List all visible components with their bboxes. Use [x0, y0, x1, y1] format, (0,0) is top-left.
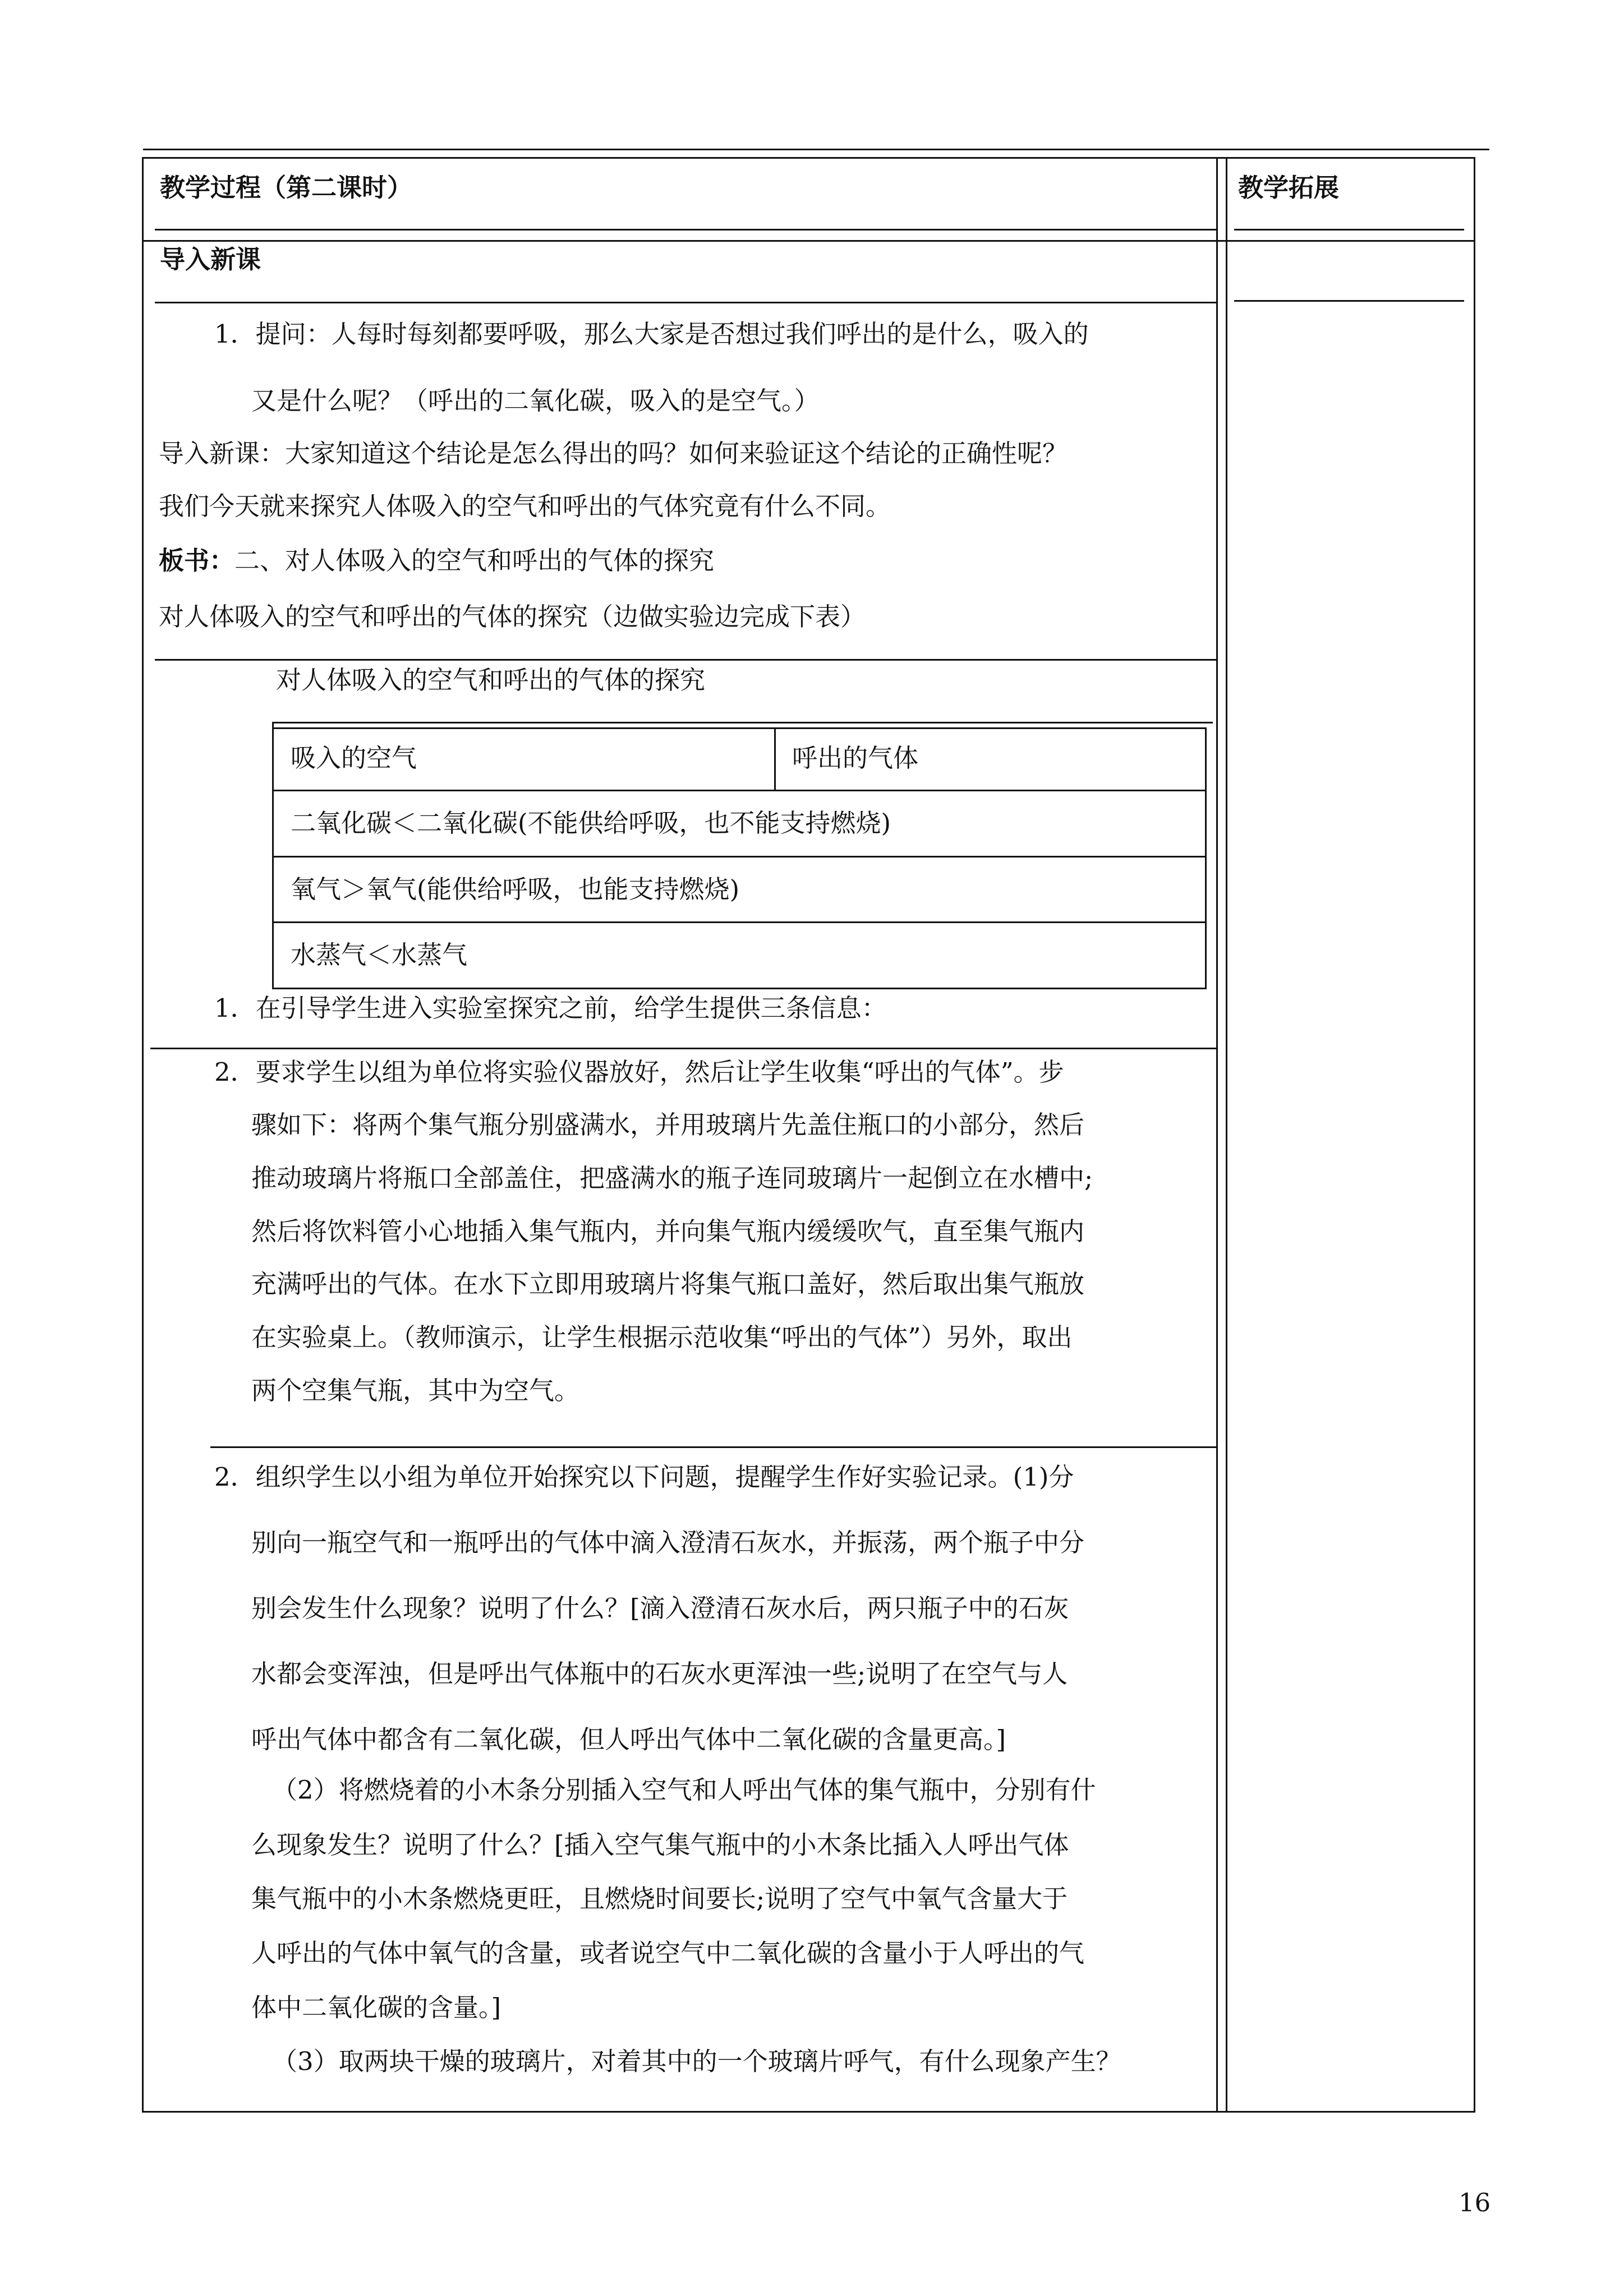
step-1-bottom-rule [150, 1048, 1218, 1049]
outer-left-border [142, 157, 144, 2113]
step-2-line-3: 推动玻璃片将瓶口全部盖住，把盛满水的瓶子连同玻璃片一起倒立在水槽中; [251, 1163, 1093, 1193]
inner-table-top-inner [272, 727, 1207, 729]
step-3-line-2: 别向一瓶空气和一瓶呼出的气体中滴入澄清石灰水，并振荡，两个瓶子中分 [251, 1528, 1085, 1557]
outer-top-border [143, 157, 1475, 159]
intro-paragraph-3: 对人体吸入的空气和呼出的气体的探究（边做实验边完成下表） [159, 602, 866, 631]
board-notes [159, 544, 714, 578]
inner-table-row-co2: 二氧化碳＜二氧化碳(不能供给呼吸，也不能支持燃烧) [291, 808, 891, 838]
section-title: 导入新课 [160, 245, 261, 274]
inner-table-row-sep-1 [272, 790, 1207, 791]
inner-table-col-exhaled: 呼出的气体 [792, 743, 919, 773]
board-label: 板书： [159, 546, 235, 575]
inner-table-row-water: 水蒸气＜水蒸气 [291, 940, 468, 970]
step-2-line-2: 骤如下：将两个集气瓶分别盛满水，并用玻璃片先盖住瓶口的小部分，然后 [251, 1110, 1085, 1140]
board-text: 二、对人体吸入的空气和呼出的气体的探究 [234, 546, 715, 575]
inner-table-top [272, 722, 1213, 723]
step-3-line-7: 么现象发生？说明了什么？[插入空气集气瓶中的小木条比插入人呼出气体 [251, 1830, 1069, 1860]
intro-bottom-rule [155, 659, 1218, 661]
step-2-line-7: 两个空集气瓶，其中为空气。 [251, 1376, 580, 1405]
header-bottom-rule [142, 240, 1475, 242]
step-3-line-6: （2）将燃烧着的小木条分别插入空气和人呼出气体的集气瓶中，分别有什 [272, 1775, 1096, 1805]
intro-paragraph-2: 我们今天就来探究人体吸入的空气和呼出的气体究竟有什么不同。 [159, 491, 891, 521]
question-1-line-1: 1．提问：人每时每刻都要呼吸，那么大家是否想过我们呼出的是什么，吸入的 [214, 319, 1089, 349]
lesson-process-title: 教学过程（第二课时） [160, 173, 413, 202]
step-2-line-6: 在实验桌上。（教师演示，让学生根据示范收集“呼出的气体”）另外，取出 [251, 1322, 1073, 1352]
teaching-extension-title: 教学拓展 [1238, 173, 1340, 202]
page-number: 16 [1459, 2188, 1491, 2217]
inner-table-row-sep-2 [272, 856, 1207, 857]
inner-table-col-divider [774, 727, 776, 791]
inner-table-right [1205, 727, 1207, 989]
inner-table-caption: 对人体吸入的空气和呼出的气体的探究 [276, 665, 706, 695]
column-divider-b [1226, 157, 1227, 2113]
step-3-line-10: 体中二氧化碳的含量。] [251, 1993, 502, 2022]
step-3-line-3: 别会发生什么现象？说明了什么？[滴入澄清石灰水后，两只瓶子中的石灰 [251, 1593, 1069, 1623]
step-1: 1．在引导学生进入实验室探究之前，给学生提供三条信息： [214, 993, 887, 1023]
step-2-bottom-rule [210, 1446, 1218, 1448]
outer-bottom-border [142, 2111, 1475, 2113]
step-2-line-1: 2．要求学生以组为单位将实验仪器放好，然后让学生收集“呼出的气体”。步 [214, 1057, 1064, 1087]
section-title-underline [155, 302, 1218, 303]
inner-table-row-sep-3 [272, 921, 1207, 923]
header-underline-right [1234, 229, 1464, 230]
step-3-line-9: 人呼出的气体中氧气的含量，或者说空气中二氧化碳的含量小于人呼出的气 [251, 1938, 1085, 1968]
step-3-line-1: 2．组织学生以小组为单位开始探究以下问题，提醒学生作好实验记录。(1)分 [214, 1462, 1074, 1492]
top-rule [143, 149, 1489, 150]
step-2-line-4: 然后将饮料管小心地插入集气瓶内，并向集气瓶内缓缓吹气，直至集气瓶内 [251, 1216, 1085, 1246]
inner-table-row-o2: 氧气＞氧气(能供给呼吸，也能支持燃烧) [291, 874, 740, 904]
inner-table-col-inhaled: 吸入的空气 [291, 743, 417, 773]
header-underline-left [155, 229, 1218, 230]
step-2-line-5: 充满呼出的气体。在水下立即用玻璃片将集气瓶口盖好，然后取出集气瓶放 [251, 1269, 1085, 1299]
right-col-rule [1234, 300, 1464, 302]
outer-right-border [1474, 157, 1475, 2113]
question-1-line-2: 又是什么呢？（呼出的二氧化碳，吸入的是空气。） [251, 386, 820, 416]
step-3-line-8: 集气瓶中的小木条燃烧更旺，且燃烧时间要长;说明了空气中氧气含量大于 [251, 1884, 1068, 1914]
step-3-line-4: 水都会变浑浊，但是呼出气体瓶中的石灰水更浑浊一些;说明了在空气与人 [251, 1659, 1068, 1689]
inner-table-bottom [272, 988, 1207, 989]
step-3-line-5: 呼出气体中都含有二氧化碳，但人呼出气体中二氧化碳的含量更高。] [251, 1725, 1006, 1754]
column-divider-a [1216, 157, 1218, 2113]
step-3-line-11: （3）取两块干燥的玻璃片，对着其中的一个玻璃片呼气，有什么现象产生？ [272, 2046, 1121, 2076]
intro-paragraph-1: 导入新课：大家知道这个结论是怎么得出的吗？如何来验证这个结论的正确性呢？ [159, 439, 1068, 468]
